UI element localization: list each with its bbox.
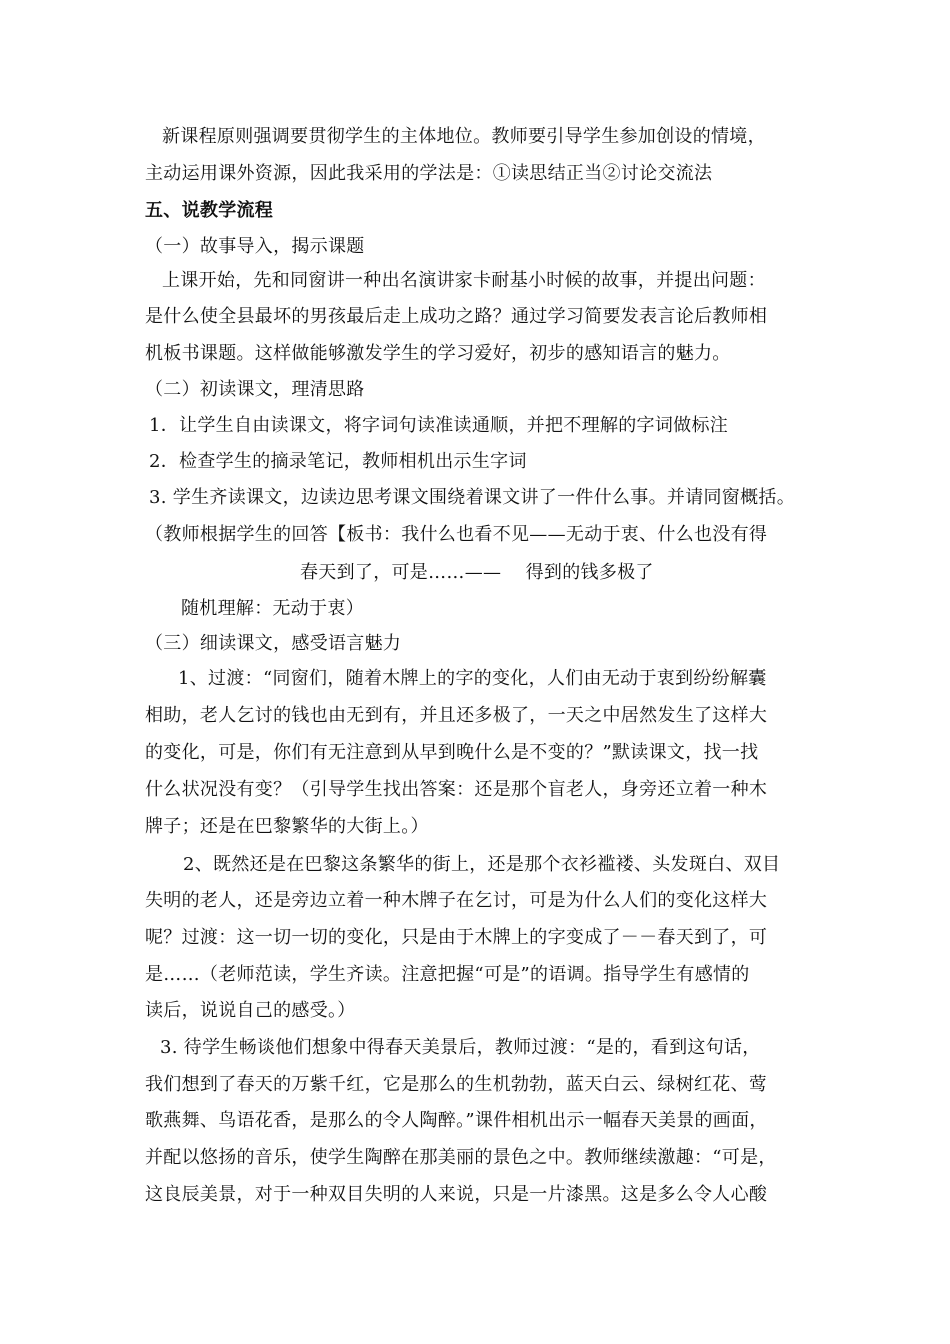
paragraph-line: 并配以悠扬的音乐，使学生陶醉在那美丽的景色之中。教师继续激趣：“可是， [145, 1147, 777, 1168]
paragraph-line: 随机理解：无动于衷） [181, 598, 364, 619]
blackboard-note: 春天到了，可是……—— 得到的钱多极了 [300, 562, 654, 583]
paragraph-line: 我们想到了春天的万紫千红，它是那么的生机勃勃，蓝天白云、绿树红花、莺 [145, 1074, 768, 1095]
paragraph-line: 什么状况没有变？（引导学生找出答案：还是那个盲老人，身旁还立着一种木 [145, 779, 768, 800]
paragraph-line: 歌燕舞、鸟语花香，是那么的令人陶醉。”课件相机出示一幅春天美景的画面， [145, 1110, 768, 1131]
list-item: 3. 学生齐读课文，边读边思考课文围绕着课文讲了一件什么事。并请同窗概括。 [149, 487, 795, 508]
subsection-heading: （一）故事导入，揭示课题 [145, 236, 365, 257]
paragraph-line: 读后，说说自己的感受。） [145, 1000, 356, 1021]
paragraph-line: 的变化，可是，你们有无注意到从早到晚什么是不变的？”默读课文，找一找 [145, 742, 759, 763]
paragraph-line: 是什么使全县最坏的男孩最后走上成功之路？通过学习简要发表言论后教师相 [145, 306, 768, 327]
paragraph-line: （教师根据学生的回答【板书：我什么也看不见——无动于衷、什么也没有得 [145, 524, 768, 545]
subsection-heading: （二）初读课文，理清思路 [145, 379, 365, 400]
subsection-heading: （三）细读课文，感受语言魅力 [145, 633, 402, 654]
paragraph-line: 2、既然还是在巴黎这条繁华的街上，还是那个衣衫褴褛、头发斑白、双目 [183, 854, 781, 875]
paragraph-line: 呢？过渡：这一切一切的变化，只是由于木牌上的字变成了－－春天到了，可 [145, 927, 768, 948]
paragraph-line: 1、过渡：“同窗们，随着木牌上的字的变化，人们由无动于衷到纷纷解囊 [178, 668, 767, 689]
paragraph-line: 这良辰美景，对于一种双目失明的人来说，只是一片漆黑。这是多么令人心酸 [145, 1184, 768, 1205]
paragraph-line: 失明的老人，还是旁边立着一种木牌子在乞讨，可是为什么人们的变化这样大 [145, 890, 768, 911]
paragraph-line: 是……（老师范读，学生齐读。注意把握“可是”的语调。指导学生有感情的 [145, 964, 750, 985]
list-item: 2．检查学生的摘录笔记，教师相机出示生字词 [149, 451, 527, 472]
paragraph-line: 主动运用课外资源，因此我采用的学法是：①读思结正当②讨论交流法 [145, 163, 713, 184]
paragraph-line: 机板书课题。这样做能够激发学生的学习爱好，初步的感知语言的魅力。 [145, 343, 731, 364]
paragraph-line: 上课开始，先和同窗讲一种出名演讲家卡耐基小时候的故事，并提出问题： [162, 270, 766, 291]
section-heading: 五、说教学流程 [145, 200, 274, 221]
paragraph-line: 相助，老人乞讨的钱也由无到有，并且还多极了，一天之中居然发生了这样大 [145, 705, 768, 726]
paragraph-line: 新课程原则强调要贯彻学生的主体地位。教师要引导学生参加创设的情境， [162, 126, 766, 147]
list-item: 1．让学生自由读课文，将字词句读准读通顺，并把不理解的字词做标注 [149, 415, 729, 436]
paragraph-line: 3. 待学生畅谈他们想象中得春天美景后，教师过渡：“是的，看到这句话， [160, 1037, 761, 1058]
paragraph-line: 牌子；还是在巴黎繁华的大街上。） [145, 816, 429, 837]
